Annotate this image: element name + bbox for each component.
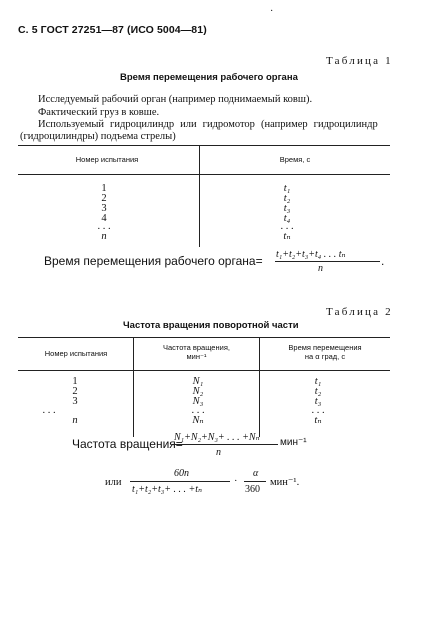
table2-row-freq: . . . [191, 405, 205, 416]
table1-col1-header: Номер испытания [75, 155, 139, 164]
table1-row-time: t₂ [283, 193, 291, 204]
table2-formula1-bar [172, 444, 278, 445]
table2-row-freq: N₃ [192, 396, 204, 407]
top-mark: · [270, 6, 274, 17]
page-header: С. 5 ГОСТ 27251—87 (ИСО 5004—81) [18, 24, 207, 36]
table1-row-time: t₁ [283, 183, 291, 194]
table2-row-num: . . . [42, 405, 56, 416]
table2-formula1-numerator: N₁+N₂+N₃+ . . . +Nₙ [174, 432, 260, 443]
table2-formula2-frac2-denominator: 360 [245, 484, 260, 495]
table2-row-time: . . . [311, 405, 325, 416]
table2-col2-header: Частота вращения, мин⁻¹ [163, 343, 230, 361]
table2-row-time: t₂ [314, 386, 322, 397]
table2-row-num: 2 [72, 386, 78, 397]
table2-formula1-unit: мин⁻¹ [280, 437, 307, 448]
paragraph-line-2: Фактический груз в ковше. [38, 107, 160, 118]
paragraph-line-1: Исследуемый рабочий орган (например поднимаемый ковш). [38, 94, 313, 105]
table2-row-num: 1 [72, 376, 78, 387]
table1-row-num: 4 [101, 213, 107, 224]
table1-formula-label: Время перемещения рабочего органа= [44, 254, 263, 268]
table1-header-rule [18, 174, 390, 175]
table1-formula-bar [275, 261, 380, 262]
table2-row-freq: N₂ [192, 386, 204, 397]
table1-row-time: t₃ [283, 203, 291, 214]
table2-col1-header: Номер испытания [44, 349, 108, 358]
table2-formula1-label: Частота вращения= [72, 437, 183, 451]
table1-col-divider [199, 145, 200, 247]
table2-formula2-bar [130, 481, 230, 482]
paragraph-line-3: Используемый гидроцилиндр или гидромотор (например гидроцилиндр [38, 119, 378, 130]
table2-formula2-prefix: или [105, 477, 122, 488]
table2-header-rule [18, 370, 390, 371]
table1-row-time: t₄ [283, 213, 291, 224]
table2-formula2-numerator: 60n [174, 468, 189, 479]
table2-formula2-denominator: t₁+t₂+t₃+ . . . +tₙ [132, 484, 203, 495]
table2-formula2-unit: мин⁻¹. [270, 477, 300, 488]
table2-row-time: tₙ [314, 415, 322, 426]
table2-formula2-frac2-numerator: α [253, 468, 259, 479]
table1-top-rule [18, 145, 390, 146]
table1-row-time: tₙ [283, 231, 291, 242]
table1-title: Время перемещения рабочего органа [120, 72, 298, 83]
table1-row-num: 2 [101, 193, 107, 204]
table2-formula2-dot: · [234, 476, 238, 487]
table2-row-freq: Nₙ [192, 415, 204, 426]
table2-top-rule [18, 337, 390, 338]
table2-row-time: t₃ [314, 396, 322, 407]
table2-title: Частота вращения поворотной части [123, 320, 299, 331]
table2-row-num: 3 [72, 396, 78, 407]
table1-row-num: 1 [101, 183, 107, 194]
table2-label: Таблица 2 [326, 306, 393, 318]
table1-label: Таблица 1 [326, 55, 393, 67]
table2-col3-header: Время перемещения на α град, с [288, 343, 362, 361]
table1-formula-denominator: n [318, 263, 323, 274]
table2-formula1-denominator: n [216, 447, 221, 458]
table1-formula-end: . [381, 254, 385, 268]
table1-row-num: 3 [101, 203, 107, 214]
table1-row-time: . . . [280, 221, 294, 232]
table2-formula2-frac2-bar [244, 481, 266, 482]
table1-col2-header: Время, с [279, 155, 311, 164]
table1-row-num: . . . [97, 221, 111, 232]
paragraph-line-4: (гидроцилиндры) подъема стрелы) [20, 131, 176, 142]
table1-formula-numerator: t₁+t₂+t₃+t₄ . . . tₙ [276, 249, 346, 260]
table2-row-time: t₁ [314, 376, 322, 387]
table2-row-num: n [72, 415, 78, 426]
table1-row-num: n [101, 231, 107, 242]
table2-row-freq: N₁ [192, 376, 204, 387]
